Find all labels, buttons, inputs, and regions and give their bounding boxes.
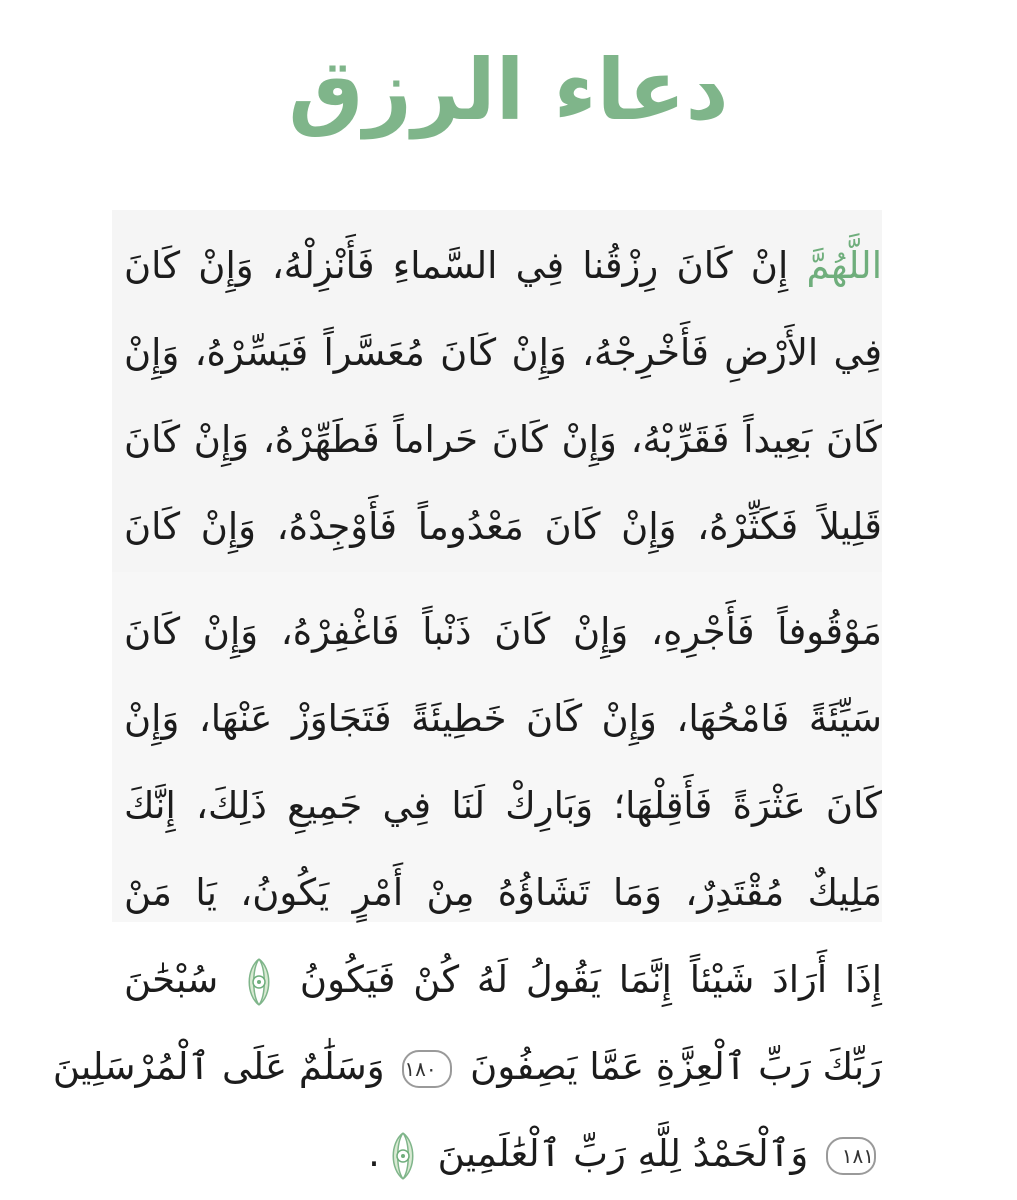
dua-line-4: قَلِيلاً فَكَثِّرْهُ، وَإِنْ كَانَ مَعْدُوماً فَأَوْجِدْهُ، وَإِنْ كَانَ (124, 505, 882, 548)
quran-line-2-end: وَسَلَٰمٌ عَلَى ٱلْمُرْسَلِينَ (52, 1045, 385, 1088)
page-title: دعاء الرزق (288, 41, 729, 139)
quran-line-1 (124, 936, 882, 1023)
quran-line-2 (52, 1023, 882, 1110)
quran-line-3-text: وَٱلْحَمْدُ لِلَّهِ رَبِّ ٱلْعَٰلَمِينَ (437, 1132, 809, 1175)
dua-line-2: فِي الأَرْضِ فَأَخْرِجْهُ، وَإِنْ كَانَ مُعَسَّراً فَيَسِّرْهُ، وَإِنْ (124, 331, 882, 374)
dua-line-3: كَانَ بَعِيداً فَقَرِّبْهُ، وَإِنْ كَانَ حَراماً فَطَهِّرْهُ، وَإِنْ كَانَ (124, 418, 882, 461)
quran-line-3-end: . (368, 1132, 380, 1175)
dua-line-6: سَيِّئَةً فَامْحُهَا، وَإِنْ كَانَ خَطِيئَةً فَتَجَاوَزْ عَنْهَا، وَإِنْ (124, 697, 882, 740)
dua-line-7: كَانَ عَثْرَةً فَأَقِلْهَا؛ وَبَارِكْ لَنَا فِي جَمِيعِ ذَلِكَ، إِنَّكَ (124, 784, 882, 827)
dua-line-8: مَلِيكٌ مُقْتَدِرٌ، وَمَا تَشَاؤُهُ مِنْ أَمْرٍ يَكُونُ، يَا مَنْ (124, 871, 882, 914)
dua-line-5: مَوْقُوفاً فَأَجْرِهِ، وَإِنْ كَانَ ذَنْباً فَاغْفِرْهُ، وَإِنْ كَانَ (124, 610, 882, 653)
dua-text (52, 222, 883, 1197)
floral-medallion-icon (386, 1131, 420, 1181)
quran-line-1-text: إِذَا أَرَادَ شَيْئاً إِنَّمَا يَقُولُ لَهُ كُنْ فَيَكُونُ (299, 958, 883, 1001)
floral-medallion-icon (242, 957, 276, 1007)
quran-line-2-text: رَبِّكَ رَبِّ ٱلْعِزَّةِ عَمَّا يَصِفُونَ (470, 1045, 882, 1088)
verse-number-frame-icon: ١٨٠ (402, 1050, 452, 1088)
verse-number-frame-icon: ١٨١ (826, 1137, 876, 1175)
quran-line-3 (124, 1110, 882, 1197)
dua-line-1 (124, 222, 882, 309)
quran-line-1-end: سُبْحَٰنَ (124, 958, 219, 1001)
allahumma-highlight: اللَّهُمَّ (806, 244, 882, 287)
dua-line-1-text: إِنْ كَانَ رِزْقُنا فِي السَّماءِ فَأَنْزِلْهُ، وَإِنْ كَانَ (124, 244, 789, 287)
